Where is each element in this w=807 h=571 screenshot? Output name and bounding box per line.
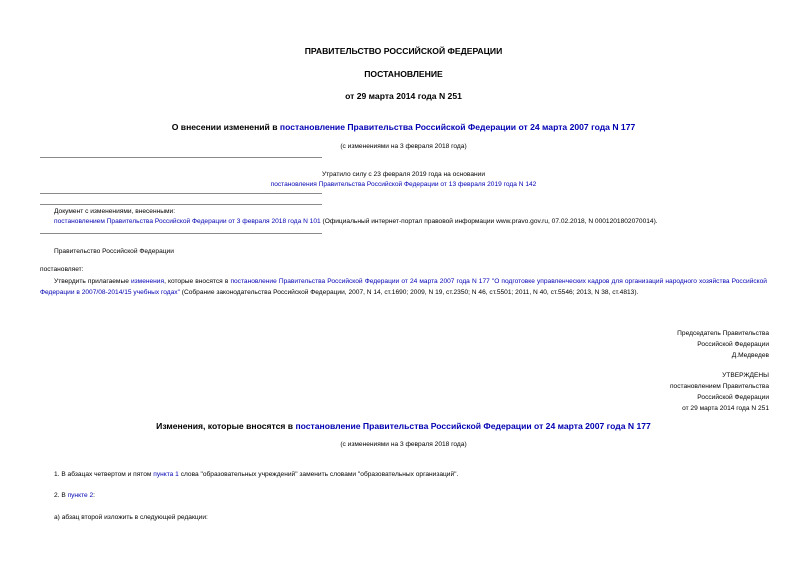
divider-top: [40, 157, 322, 158]
para-link-resolution-177[interactable]: постановление Правительства Российской Федерации от 24 марта 2007 года N 177 "О подготовке управленческих кадров для организаций народного хозяйства Российской Федерации в 2007/08-2014/15 учебных годах": [40, 278, 767, 296]
issuer-text: Правительство Российской Федерации: [54, 248, 174, 255]
title-link-resolution-177[interactable]: постановление Правительства Российской Федерации от 24 марта 2007 года N 177: [279, 122, 636, 132]
item-1-link-point-1[interactable]: пункта 1: [153, 471, 179, 478]
divider-bottom: [40, 233, 322, 234]
document-type-heading: ПОСТАНОВЛЕНИЕ: [364, 69, 443, 79]
approved-by: постановлением Правительства: [669, 383, 769, 390]
item-a: а) абзац второй изложить в следующей редакции:: [54, 514, 208, 521]
item-1-end: слова "образовательных учреждений" заменить словами "образовательных организаций".: [178, 471, 459, 478]
expiry-notice: Утратило силу с 23 февраля 2019 года на основании: [321, 171, 486, 178]
amendments-line: [54, 218, 658, 225]
approved-block: [670, 370, 769, 414]
signature-position: Председатель Правительства: [677, 330, 769, 337]
document-date-number: от 29 марта 2014 года N 251: [345, 91, 462, 101]
item-1: [54, 471, 458, 478]
revision-note: (с изменениями на 3 февраля 2018 года): [340, 143, 467, 150]
amendments-link-resolution-101[interactable]: постановлением Правительства Российской Федерации от 3 февраля 2018 года N 101: [54, 218, 321, 225]
item-2: [54, 492, 95, 499]
changes-title-link-resolution-177[interactable]: постановление Правительства Российской Федерации от 24 марта 2007 года N 177: [295, 421, 651, 431]
expiry-link-resolution-142[interactable]: постановления Правительства Российской Федерации от 13 февраля 2019 года N 142: [270, 181, 537, 188]
divider-mid-2: [40, 204, 322, 205]
decides-text: постановляет:: [40, 266, 84, 273]
government-heading: ПРАВИТЕЛЬСТВО РОССИЙСКОЙ ФЕДЕРАЦИИ: [304, 46, 503, 56]
para-mid: , которые вносятся в: [164, 278, 231, 285]
title-prefix: О внесении изменений в: [171, 122, 280, 132]
approved-date: от 29 марта 2014 года N 251: [682, 405, 769, 412]
changes-title: [0, 421, 807, 431]
item-2-link-point-2[interactable]: пункте 2: [67, 492, 94, 499]
divider-mid-1: [40, 193, 322, 194]
amendments-source: (Официальный интернет-портал правовой информации www.pravo.gov.ru, 07.02.2018, N 0001201802070014).: [320, 218, 658, 225]
signature-block: [677, 328, 769, 361]
approved-heading: УТВЕРЖДЕНЫ: [722, 372, 769, 379]
main-paragraph: [40, 277, 767, 298]
para-link-changes[interactable]: изменения: [130, 278, 165, 285]
item-2-end: :: [93, 492, 95, 499]
approved-country: Российской Федерации: [697, 394, 769, 401]
changes-title-prefix: Изменения, которые вносятся в: [156, 421, 296, 431]
signature-country: Российской Федерации: [697, 341, 769, 348]
document-title: [0, 122, 807, 132]
amendments-label: Документ с изменениями, внесенными:: [54, 208, 176, 215]
para-end: (Собрание законодательства Российской Федерации, 2007, N 14, ст.1690; 2009, N 19, ст.2350; N 46, ст.5501; 2011, N 40, ст.5546; 2013, N 38, ст.4813).: [179, 288, 639, 296]
signature-name: Д.Медведев: [731, 352, 769, 359]
item-2-start: 2. В: [54, 492, 68, 499]
item-1-start: 1. В абзацах четвертом и пятом: [54, 471, 154, 478]
para-start: Утвердить прилагаемые: [54, 278, 131, 285]
changes-revision-note: (с изменениями на 3 февраля 2018 года): [340, 441, 467, 448]
